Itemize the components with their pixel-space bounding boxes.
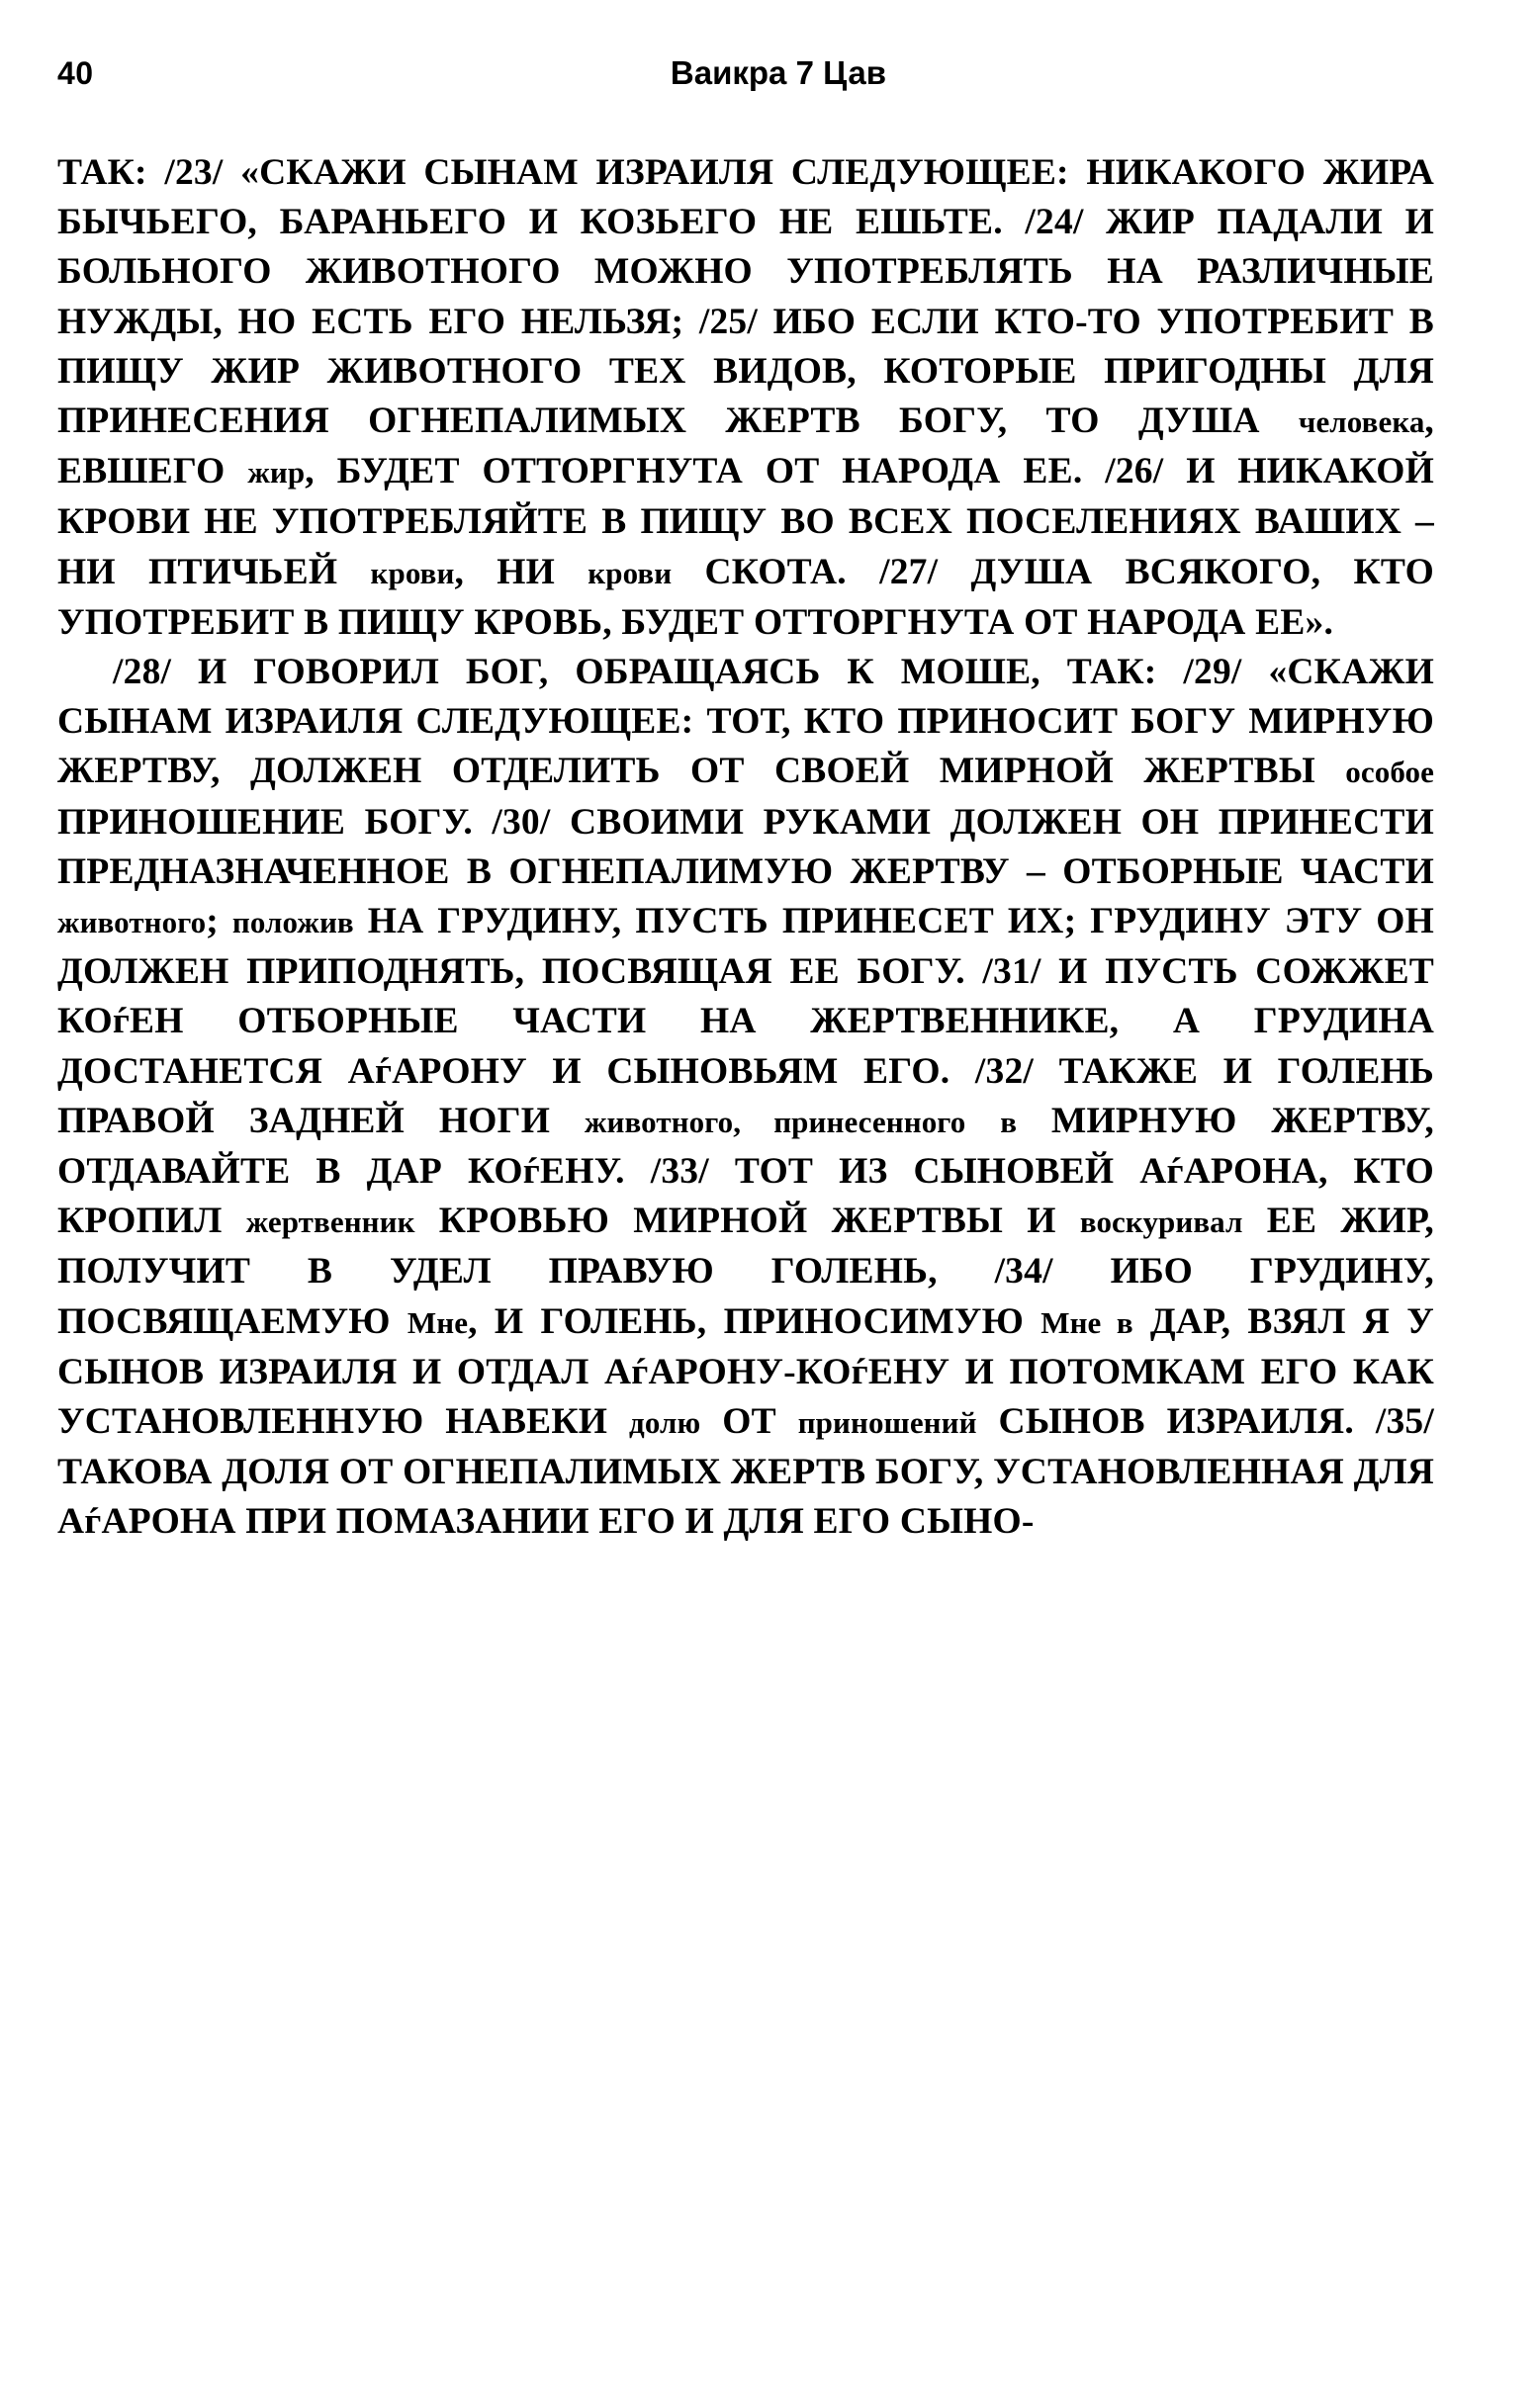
body-text <box>57 148 1434 1548</box>
scripture-text: , НИ <box>454 551 588 592</box>
scripture-text: ПРИНОШЕНИЕ БОГУ. /30/ СВОИМИ РУКАМИ ДОЛЖЕН ОН ПРИНЕСТИ ПРЕДНАЗНАЧЕННОЕ В ОГНЕПАЛИМУЮ ЖЕРТВУ – ОТБОРНЫЕ ЧАСТИ <box>57 801 1434 892</box>
gloss-text: жертвенник <box>245 1204 415 1240</box>
gloss-text: долю <box>629 1405 701 1441</box>
page-header <box>0 51 1537 101</box>
gloss-text: особое <box>1345 755 1434 790</box>
scripture-text: ; <box>206 901 232 942</box>
gloss-text: человека <box>1298 404 1425 440</box>
gloss-text: животного <box>57 905 207 940</box>
paragraph <box>57 148 1434 648</box>
scripture-text: СКОТА. /27/ ДУША ВСЯКОГО, КТО УПОТРЕБИТ В ПИЩУ КРОВЬ, БУДЕТ ОТТОРГНУТА ОТ НАРОДА ЕЕ». <box>57 551 1434 643</box>
scripture-text: /28/ И ГОВОРИЛ БОГ, ОБРАЩАЯСЬ К МОШЕ, ТАК: /29/ «СКАЖИ СЫНАМ ИЗРАИЛЯ СЛЕДУЮЩЕЕ: ТОТ, КТО ПРИНОСИТ БОГУ МИРНУЮ ЖЕРТВУ, ДОЛЖЕН ОТДЕЛИТЬ ОТ СВОЕЙ МИРНОЙ ЖЕРТВЫ <box>57 652 1434 792</box>
scripture-text: МИРНУЮ ЖЕРТВУ, ОТДАВАЙТЕ В ДАР КОѓЕНУ. /33/ ТОТ ИЗ СЫНОВЕЙ АѓАРОНА, КТО КРОПИЛ <box>57 1100 1435 1242</box>
scripture-text: ЕЕ ЖИР, ПОЛУЧИТ В УДЕЛ ПРАВУЮ ГОЛЕНЬ, /34/ ИБО ГРУДИНУ, ПОСВЯЩАЕМУЮ <box>57 1201 1434 1342</box>
gloss-text: Мне <box>407 1304 469 1340</box>
scripture-text: ТАК: /23/ «СКАЖИ СЫНАМ ИЗРАИЛЯ СЛЕДУЮЩЕЕ: НИКАКОГО ЖИРА БЫЧЬЕГО, БАРАНЬЕГО И КОЗЬЕГО НЕ ЕШЬТЕ. /24/ ЖИР ПАДАЛИ И БОЛЬНОГО ЖИВОТНОГО МОЖНО УПОТРЕБЛЯТЬ НА РАЗЛИЧНЫЕ НУЖДЫ, НО ЕСТЬ ЕГО НЕЛЬЗЯ; /25/ ИБО ЕСЛИ КТО-ТО УПОТРЕБИТ В ПИЩУ ЖИР ЖИВОТНОГО ТЕХ ВИДОВ, КОТОРЫЕ ПРИГОДНЫ ДЛЯ ПРИНЕСЕНИЯ ОГНЕПАЛИМЫХ ЖЕРТВ БОГУ, ТО ДУША <box>57 152 1434 442</box>
gloss-text: крови <box>370 555 455 590</box>
scripture-text: , БУДЕТ ОТТОРГНУТА ОТ НАРОДА ЕЕ. /26/ И НИКАКОЙ КРОВИ НЕ УПОТРЕБЛЯЙТЕ В ПИЩУ ВО ВСЕХ ПОСЕЛЕНИЯХ ВАШИХ – НИ ПТИЧЬЕЙ <box>57 451 1434 592</box>
scripture-text: НА ГРУДИНУ, ПУСТЬ ПРИНЕСЕТ ИХ; ГРУДИНУ ЭТУ ОН ДОЛЖЕН ПРИПОДНЯТЬ, ПОСВЯЩАЯ ЕЕ БОГУ. /31/ И ПУСТЬ СОЖЖЕТ КОѓЕН ОТБОРНЫЕ ЧАСТИ НА ЖЕРТВЕННИКЕ, А ГРУДИНА ДОСТАНЕТСЯ АѓАРОНУ И СЫНОВЬЯМ ЕГО. /32/ ТАКЖЕ И ГОЛЕНЬ ПРАВОЙ ЗАДНЕЙ НОГИ <box>57 901 1435 1141</box>
gloss-text: положив <box>231 905 354 940</box>
gloss-text: приношений <box>797 1405 977 1441</box>
scripture-text: ДАР, ВЗЯЛ Я У СЫНОВ ИЗРАИЛЯ И ОТДАЛ АѓАРОНУ-КОѓЕНУ И ПОТОМКАМ ЕГО КАК УСТАНОВЛЕННУЮ НАВЕКИ <box>57 1300 1435 1443</box>
scripture-text: , И ГОЛЕНЬ, ПРИНОСИМУЮ <box>468 1300 1041 1342</box>
scripture-text: КРОВЬЮ МИРНОЙ ЖЕРТВЫ И <box>414 1201 1080 1242</box>
gloss-text: Мне в <box>1040 1304 1133 1340</box>
page-number: 40 <box>57 55 94 91</box>
gloss-text: в <box>1000 1104 1018 1139</box>
gloss-text: животного, принесенного <box>584 1104 966 1139</box>
running-title: Ваикра 7 Цав <box>670 54 887 91</box>
scripture-text <box>965 1101 1000 1141</box>
scripture-text: , ЕВШЕГО <box>57 401 1434 492</box>
scripture-text: ОТ <box>700 1401 798 1443</box>
scripture-text: СЫНОВ ИЗРАИЛЯ. /35/ ТАКОВА ДОЛЯ ОТ ОГНЕПАЛИМЫХ ЖЕРТВ БОГУ, УСТАНОВЛЕННАЯ ДЛЯ АѓАРОНА ПРИ ПОМАЗАНИИ ЕГО И ДЛЯ ЕГО СЫНО- <box>57 1401 1435 1543</box>
gloss-text: воскуривал <box>1079 1204 1243 1240</box>
paragraph <box>57 648 1434 1548</box>
gloss-text: жир <box>247 455 306 491</box>
gloss-text: крови <box>588 555 673 590</box>
